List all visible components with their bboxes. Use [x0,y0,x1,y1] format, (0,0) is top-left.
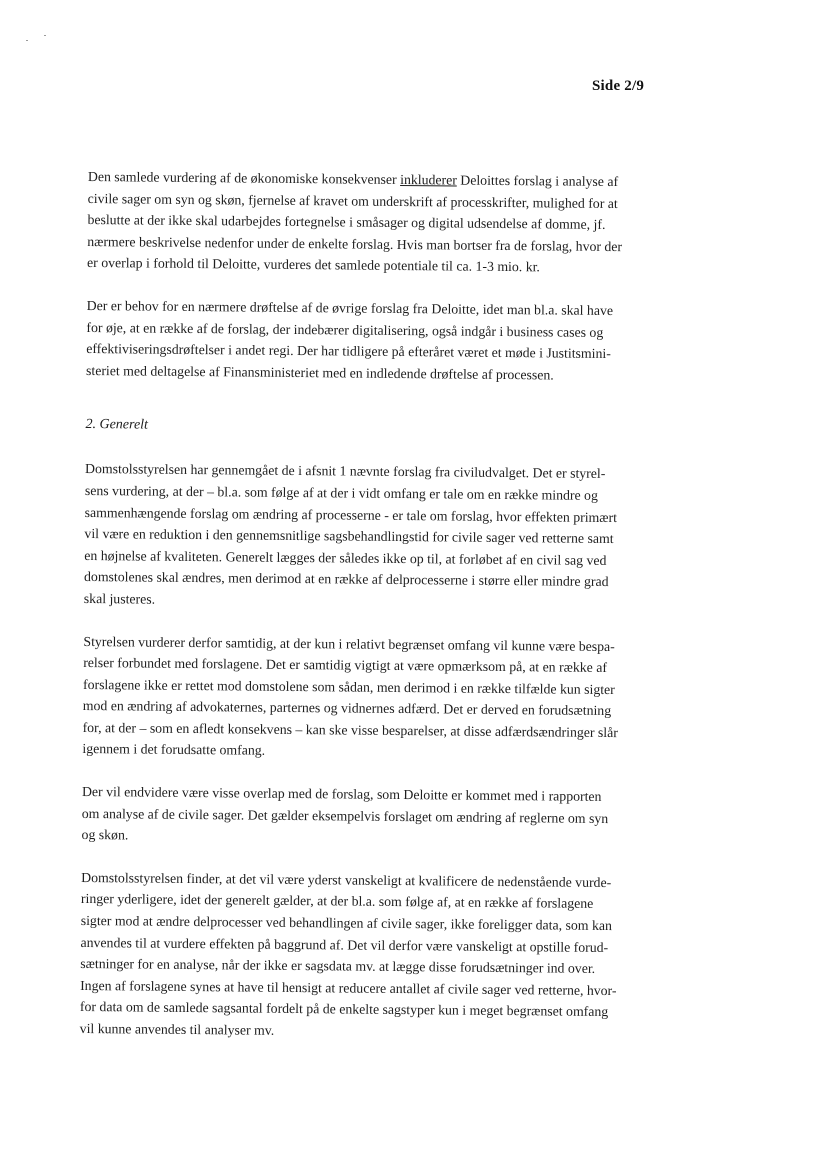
text-line: beslutte at der ikke skal udarbejdes fortegnelse i småsager og digital udsendelse af domme, jf. [87,212,606,233]
document-body [79,166,716,1067]
paragraph-economic-assessment [87,166,716,280]
text-line: en højnelse af kvaliteten. Generelt lægges der således ikke op til, at forløbet af en civil sag ved [84,547,607,568]
text-segment: Deloittes forslag i analyse af [456,172,619,190]
text-line: relser forbundet med forslagene. Det er samtidig vigtigt at være opmærksom på, at en række af [83,655,608,676]
scan-speck [44,35,46,36]
text-line: igennem i det forudsatte omfang. [82,741,266,759]
text-line: Styrelsen vurderer derfor samtidig, at der kun i relativt begrænset omfang vil kunne være bespa- [83,633,615,654]
text-line: civile sager om syn og skøn, fjernelse af kravet om underskrift af processkrifter, mulighed for at [87,190,618,211]
text-segment: Den samlede vurdering af de økonomiske konsekvenser [87,168,401,187]
text-line: om analyse af de civile sager. Det gælder eksempelvis forslaget om ændring af reglerne om syn [81,805,609,826]
text-line: nærmere beskrivelse nedenfor under de enkelte forslag. Hvis man bortser fra de forslag, hvor der [87,233,623,254]
section-heading: 2. Generelt [85,417,149,433]
text-line: Domstolsstyrelsen har gennemgået de i afsnit 1 nævnte forslag fra civiludvalget. Det er styrel- [85,461,606,482]
paragraph-deloitte-discussion [86,295,715,387]
text-line: anvendes til at vurdere effekten på baggrund af. Det vil derfor være vanskeligt at opstille forud- [80,934,609,955]
paragraph-limited-savings [82,630,711,766]
page-number: Side 2/9 [592,78,645,94]
text-line: mod en ændring af advokaternes, parternes og vidnernes adfærd. Det er derved en forudsætning [82,698,612,719]
text-line: for, at der – som en afledt konsekvens – kan ske visse besparelser, at disse adfærdsændringer slår [82,719,618,740]
text-line: for øje, at en række af de forslag, der indebærer digitalisering, også indgår i business cases og [86,319,604,340]
text-line: domstolenes skal ændres, men derimod at en række af delprocesserne i større eller mindre grad [83,569,609,590]
text-line: ringer yderligere, idet der generelt gælder, at der bl.a. som følge af, at en række af forslagene [80,891,594,912]
text-line: effektiviseringsdrøftelser i andet regi. Der har tidligere på efteråret været et møde i Justitsmini- [86,341,611,362]
scan-speck [26,40,28,41]
text-line: sens vurdering, at der – bl.a. som følge af at der i vidt omfang er tale om en række mindre og [84,482,598,503]
paragraph-data-limitations [80,867,710,1046]
paragraph-overlap [81,781,710,852]
text-line: sætninger for en analyse, når der ikke er sagsdata mv. at lægge disse forudsætninger ind over. [80,956,596,977]
text-line: steriet med deltagelse af Finansministeriet med en indledende drøftelse af processen. [85,362,554,383]
text-line: forslagene ikke er rettet mod domstolene som sådan, men derimod i en række tilfælde kun sigter [82,676,615,697]
text-line: Der vil endvidere være visse overlap med de forslag, som Deloitte er kommet med i rapporten [81,784,602,805]
text-line: Der er behov for en nærmere drøftelse af de øvrige forslag fra Deloitte, idet man bl.a. skal have [86,297,614,319]
text-line: skal justeres. [83,590,156,607]
paragraph-review-of-proposals [84,458,713,615]
text-line: er overlap i forhold til Deloitte, vurderes det samlede potentiale til ca. 1-3 mio. kr. [86,255,540,275]
text-line: sigter mod at ændre delprocesser ved behandlingen af civile sager, ikke foreligger data, som kan [80,912,613,934]
underlined-word: inkluderer [400,171,457,188]
text-line: for data om de samlede sagsantal fordelt på de enkelte sagstyper kun i meget begrænset omfang [79,999,609,1020]
text-line: sammenhængende forslag om ændring af processerne - er tale om forslag, hvor effekten primært [84,504,618,525]
text-line: Ingen af forslagene synes at have til hensigt at reducere antallet af civile sager ved retterne, hvor- [80,977,617,998]
text-line: Domstolsstyrelsen finder, at det vil være yderst vanskeligt at kvalificere de nedenstående vurde- [81,869,612,890]
text-line: vil være en reduktion i den gennemsnitlige sagsbehandlingstid for civile sager ved retterne samt [84,526,614,547]
text-line: vil kunne anvendes til analyser mv. [79,1020,275,1038]
text-line: og skøn. [81,827,129,843]
